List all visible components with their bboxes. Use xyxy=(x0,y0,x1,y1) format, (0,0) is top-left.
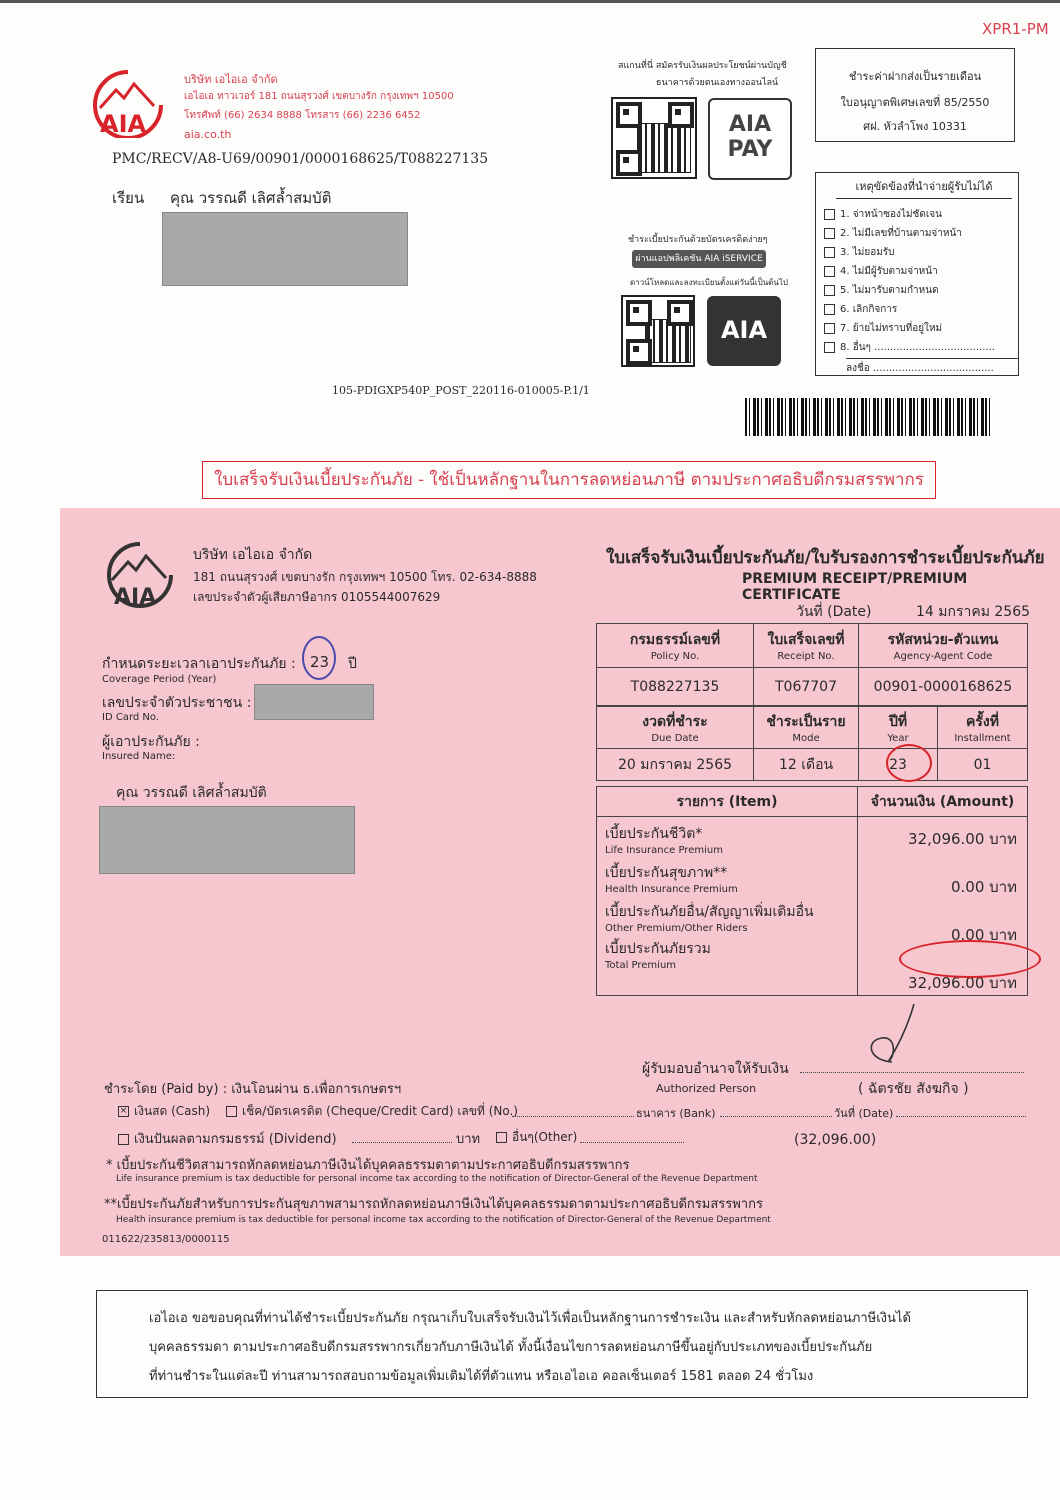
notice-line-1: เอไอเอ ขอขอบคุณที่ท่านได้ชำระเบี้ยประกันภัย กรุณาเก็บใบเสร็จรับเงินไว้เพื่อเป็นหลักฐานการชำระเงิน และสำหรับหักลดหย่อนภาษีเงินได้ xyxy=(149,1311,911,1326)
dividend-option[interactable]: เงินปันผลตามกรมธรรม์ (Dividend) xyxy=(118,1128,337,1149)
sender-address: เอไอเอ ทาวเวอร์ 181 ถนนสุรวงศ์ เขตบางรัก กรุงเทพฯ 10500 xyxy=(184,91,454,102)
corner-code: XPR1-PM xyxy=(982,20,1049,38)
amount-total: 32,096.00 บาท xyxy=(908,974,1017,992)
qr-code-top xyxy=(611,97,697,179)
barcode xyxy=(745,398,993,436)
to-name: คุณ วรรณดี เลิศล้ำสมบัติ xyxy=(170,189,332,207)
agent-code: 00901-0000168625 xyxy=(859,668,1028,706)
qr-top-caption-1: สแกนที่นี่ สมัครรับเงินผลประโยชน์ผ่านบัญชี xyxy=(618,61,787,71)
svg-text:AIA: AIA xyxy=(114,585,157,610)
receipt-title-th: ใบเสร็จรับเงินเบี้ยประกันภัย/ใบรับรองการชำระเบี้ยประกันภัย xyxy=(606,548,1045,568)
aia-logo-receipt xyxy=(104,540,176,610)
item-list xyxy=(597,817,858,996)
coverage-label: กำหนดระยะเวลาเอาประกันภัย : xyxy=(102,656,296,672)
year-circle xyxy=(886,744,932,782)
amount-life: 32,096.00 บาท xyxy=(908,830,1017,848)
top-edge xyxy=(0,0,1060,3)
return-reason-3[interactable]: 3. ไม่ยอมรับ xyxy=(824,243,1018,262)
other-amount: (32,096.00) xyxy=(794,1132,877,1148)
signature-mark xyxy=(862,1000,922,1074)
policy-header: กรมธรรม์เลขที่ Policy No. xyxy=(597,624,754,668)
coverage-label-en: Coverage Period (Year) xyxy=(102,674,217,685)
qr-bottom-caption-2: ผ่านแอปพลิเคชัน AIA iSERVICE xyxy=(632,250,766,268)
return-reason-6[interactable]: 6. เลิกกิจการ xyxy=(824,300,1018,319)
note1-th: * เบี้ยประกันชีวิตสามารถหักลดหย่อนภาษีเงินได้บุคคลธรรมดาตามประกาศอธิบดีกรมสรรพากร xyxy=(106,1158,630,1173)
item-total: เบี้ยประกันภัยรวม Total Premium xyxy=(605,941,711,971)
reference-line: PMC/RECV/A8-U69/00901/0000168625/T088227135 xyxy=(112,151,489,167)
due-header: งวดที่ชำระ Due Date xyxy=(597,707,754,749)
return-reasons-title: เหตุขัดข้องที่นำจ่ายผู้รับไม่ได้ xyxy=(836,173,1012,199)
insured-name: คุณ วรรณดี เลิศล้ำสมบัติ xyxy=(116,785,267,801)
return-reason-2[interactable]: 2. ไม่มีเลขที่บ้านตามจ่าหน้า xyxy=(824,224,1018,243)
authorized-label-en: Authorized Person xyxy=(656,1082,757,1095)
dividend-baht: บาท xyxy=(456,1132,481,1147)
redacted-address xyxy=(162,212,408,286)
item-life: เบี้ยประกันชีวิต* Life Insurance Premium xyxy=(605,826,723,856)
return-reason-7[interactable]: 7. ย้ายไม่ทราบที่อยู่ใหม่ xyxy=(824,319,1018,338)
note2-th: **เบี้ยประกันภัยสำหรับการประกันสุขภาพสามารถหักลดหย่อนภาษีเงินได้บุคคลธรรมดาตามประกาศอธิบดีกรมสรรพากร xyxy=(104,1197,763,1212)
receipt-tax-id: เลขประจำตัวผู้เสียภาษีอากร 0105544007629 xyxy=(193,590,441,604)
paid-by: ชำระโดย (Paid by) : เงินโอนผ่าน ธ.เพื่อการเกษตรฯ xyxy=(104,1082,402,1097)
aia-app-button[interactable] xyxy=(707,296,781,366)
return-reason-5[interactable]: 5. ไม่มารับตามกำหนด xyxy=(824,281,1018,300)
qr-code-bottom xyxy=(621,295,695,367)
footer-code: 011622/235813/0000115 xyxy=(102,1234,230,1245)
item-other: เบี้ยประกันภัยอื่น/สัญญาเพิ่มเติมอื่น Other Premium/Other Riders xyxy=(605,904,814,934)
insured-label-en: Insured Name: xyxy=(102,751,176,762)
postage-line-1: ชำระค่าฝากส่งเป็นรายเดือน xyxy=(848,70,982,83)
amount-health: 0.00 บาท xyxy=(951,878,1017,896)
aia-pay-label-1: AIA xyxy=(728,112,772,137)
return-reasons-sign: ลงชื่อ ...................................... xyxy=(846,358,1018,376)
total-circle xyxy=(899,940,1041,978)
receipt-company: บริษัท เอไอเอ จำกัด xyxy=(193,547,313,563)
policy-no: T088227135 xyxy=(597,668,754,706)
print-code: 105-PDIGXP540P_POST_220116-010005-P.1/1 xyxy=(332,384,590,397)
svg-text:AIA: AIA xyxy=(100,110,147,138)
policy-table xyxy=(596,623,1028,706)
return-reason-4[interactable]: 4. ไม่มีผู้รับตามจ่าหน้า xyxy=(824,262,1018,281)
sender-company: บริษัท เอไอเอ จำกัด xyxy=(184,73,278,86)
date-small-label: วันที่ (Date) xyxy=(834,1107,894,1120)
postage-box xyxy=(815,48,1015,142)
coverage-unit: ปี xyxy=(348,656,357,672)
receipt-address: 181 ถนนสุรวงศ์ เขตบางรัก กรุงเทพฯ 10500 โทร. 02-634-8888 xyxy=(193,570,537,584)
notice-box xyxy=(96,1290,1028,1398)
cheque-dots xyxy=(512,1116,634,1117)
return-reason-8[interactable]: 8. อื่นๆ ...................................... xyxy=(824,338,1018,357)
receipt-date-value: 14 มกราคม 2565 xyxy=(916,604,1031,620)
installment: 01 xyxy=(938,749,1028,781)
qr-top-caption-2: ธนาคารด้วยตนเองทางออนไลน์ xyxy=(656,78,779,88)
notice-line-3: ที่ท่านชำระในแต่ละปี ท่านสามารถสอบถามข้อมูลเพิ่มเติมได้ที่ตัวแทน หรือเอไอเอ คอลเซ็นเตอร์ 1581 ตลอด 24 ชั่วโมง xyxy=(149,1369,814,1384)
coverage-value: 23 xyxy=(310,653,330,671)
receipt-no: T067707 xyxy=(754,668,859,706)
to-label: เรียน xyxy=(112,189,145,207)
amount-other: 0.00 บาท xyxy=(951,926,1017,944)
postage-line-3: ศฝ. หัวลำโพง 10331 xyxy=(863,120,967,133)
amount-header: จำนวนเงิน (Amount) xyxy=(858,787,1028,817)
receipt-date-label: วันที่ (Date) xyxy=(796,604,872,620)
redacted-idcard xyxy=(254,684,374,720)
sender-website: aia.co.th xyxy=(184,128,232,141)
other-option[interactable]: อื่นๆ(Other) xyxy=(496,1128,577,1147)
cash-option[interactable]: × เงินสด (Cash) xyxy=(119,1104,211,1118)
installment-header: ครั้งที่ Installment xyxy=(938,707,1028,749)
authorized-dots xyxy=(800,1072,1024,1073)
postage-line-2: ใบอนุญาตพิเศษเลขที่ 85/2550 xyxy=(840,96,990,109)
note2-en: Health insurance premium is tax deductible for personal income tax according to the notification of Director-General of the Revenue Department xyxy=(116,1215,771,1225)
receipt-no-header: ใบเสร็จเลขที่ Receipt No. xyxy=(754,624,859,668)
payment-mode: 12 เดือน xyxy=(754,749,859,781)
aia-pay-label-2: PAY xyxy=(727,137,773,162)
note1-en: Life insurance premium is tax deductible for personal income tax according to the notification of Director-General of the Revenue Department xyxy=(116,1174,758,1184)
aia-logo-top xyxy=(90,68,166,138)
policy-year: 23 xyxy=(859,749,938,781)
due-date: 20 มกราคม 2565 xyxy=(597,749,754,781)
aia-pay-button[interactable] xyxy=(708,98,792,180)
idcard-label-en: ID Card No. xyxy=(102,712,160,723)
agent-header: รหัสหน่วย-ตัวแทน Agency-Agent Code xyxy=(859,624,1028,668)
receipt-title-en: PREMIUM RECEIPT/PREMIUM CERTIFICATE xyxy=(742,571,968,603)
due-table xyxy=(596,706,1028,781)
item-health: เบี้ยประกันสุขภาพ** Health Insurance Premium xyxy=(605,865,738,895)
cheque-option[interactable]: เช็ค/บัตรเครดิต (Cheque/Credit Card) เลขที่ (No.) xyxy=(226,1102,518,1121)
qr-bottom-caption-3: ดาวน์โหลดและลงทะเบียนตั้งแต่วันนี้เป็นต้นไป xyxy=(630,278,788,287)
tax-banner-text: ใบเสร็จรับเงินเบี้ยประกันภัย - ใช้เป็นหลักฐานในการลดหย่อนภาษี ตามประกาศอธิบดีกรมสรรพากร xyxy=(214,470,924,490)
other-dots xyxy=(580,1142,684,1143)
tax-banner xyxy=(202,461,936,499)
authorized-label: ผู้รับมอบอำนาจให้รับเงิน xyxy=(642,1061,789,1077)
dividend-dots xyxy=(352,1142,452,1143)
mode-header: ชำระเป็นราย Mode xyxy=(754,707,859,749)
sender-phone: โทรศัพท์ (66) 2634 8888 โทรสาร (66) 2236 6452 xyxy=(184,110,421,121)
redacted-insured-address xyxy=(99,806,355,874)
bank-label: ธนาคาร (Bank) xyxy=(636,1107,716,1120)
coverage-circle xyxy=(302,636,336,680)
qr-bottom-caption-1: ชำระเบี้ยประกันด้วยบัตรเครดิตง่ายๆ xyxy=(628,235,768,245)
aia-app-label: AIA xyxy=(720,316,768,344)
date-dots xyxy=(896,1116,1026,1117)
signer-name: ( ฉัตรชัย สังฆกิจ ) xyxy=(858,1081,969,1097)
item-header: รายการ (Item) xyxy=(597,787,858,817)
return-reasons-box xyxy=(815,172,1019,376)
bank-dots xyxy=(720,1116,832,1117)
insured-label: ผู้เอาประกันภัย : xyxy=(102,734,200,750)
notice-line-2: บุคคลธรรมดา ตามประกาศอธิบดีกรมสรรพากรเกี่ยวกับภาษีเงินได้ ทั้งนี้เงื่อนไขการลดหย่อนภาษีขึ้นอยู่กับประเภทของเบี้ยประกันภัย xyxy=(149,1340,873,1355)
year-header: ปีที่ Year xyxy=(859,707,938,749)
idcard-label: เลขประจำตัวประชาชน : xyxy=(102,695,252,711)
return-reason-1[interactable]: 1. จ่าหน้าซองไม่ชัดเจน xyxy=(824,205,1018,224)
